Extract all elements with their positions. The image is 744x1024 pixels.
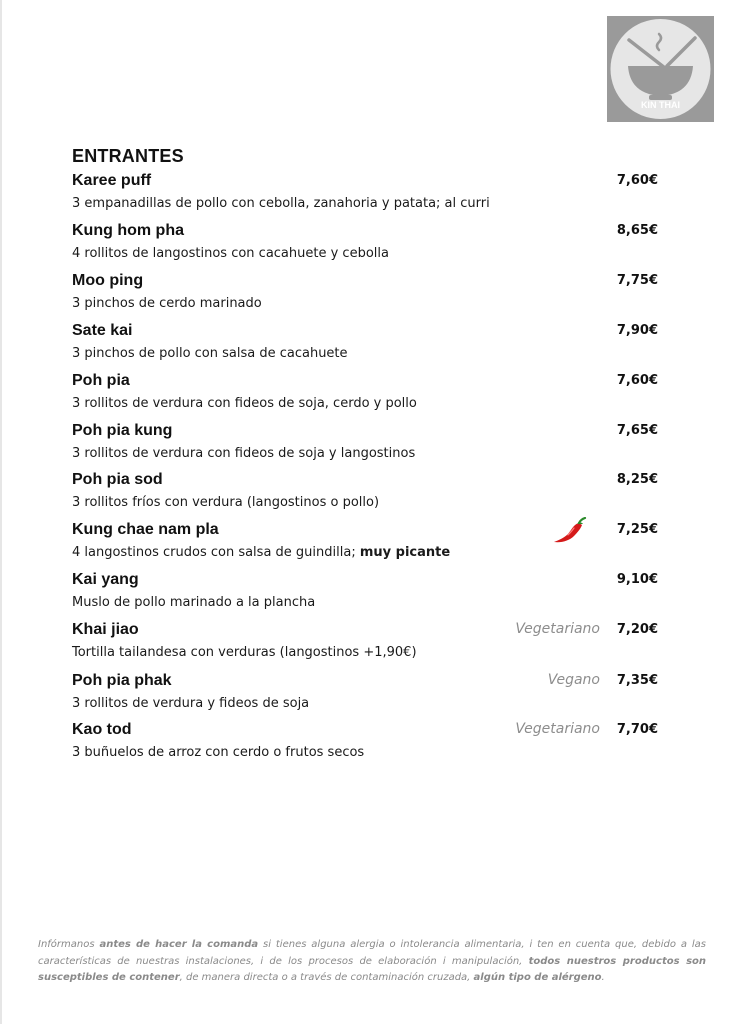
- page-edge: [0, 0, 2, 1024]
- item-price: 7,90€: [616, 323, 658, 338]
- item-price: 8,25€: [616, 472, 658, 487]
- menu-item: [72, 672, 662, 722]
- menu-item: [72, 172, 662, 222]
- item-description: 3 rollitos fríos con verdura (langostinos o pollo): [72, 495, 380, 510]
- item-price: 7,35€: [616, 673, 658, 688]
- logo-text: KIN THAI: [641, 100, 680, 110]
- item-name: Khai jiao: [72, 621, 139, 638]
- menu-item: [72, 571, 662, 621]
- item-price: 7,65€: [616, 423, 658, 438]
- item-name: Sate kai: [72, 322, 133, 339]
- item-name: Moo ping: [72, 272, 144, 289]
- spicy-note: muy picante: [359, 545, 451, 560]
- kin-thai-logo: [607, 16, 714, 122]
- menu-item: [72, 222, 662, 272]
- item-price: 7,60€: [616, 173, 658, 188]
- item-name: Karee puff: [72, 172, 152, 189]
- item-price: 9,10€: [616, 572, 658, 587]
- menu-item: [72, 372, 662, 422]
- diet-tag: Vegetariano: [515, 721, 600, 737]
- section-title: ENTRANTES: [72, 146, 184, 166]
- item-name: Kung chae nam pla: [72, 521, 219, 538]
- menu-item: [72, 471, 662, 521]
- menu-item: [72, 322, 662, 372]
- item-name: Poh pia: [72, 372, 130, 389]
- menu-item: [72, 621, 662, 671]
- item-price: 8,65€: [616, 223, 658, 238]
- item-description: Muslo de pollo marinado a la plancha: [72, 595, 316, 610]
- diet-tag: Vegetariano: [515, 621, 600, 637]
- item-name: Kao tod: [72, 721, 132, 738]
- item-name: Poh pia phak: [72, 672, 172, 689]
- menu-item: [72, 422, 662, 472]
- allergen-notice: Infórmanos antes de hacer la comanda si tienes alguna alergia o intolerancia alimentaria, i ten en cuenta que, debido a las características de nuestras instalaciones, i de los procesos de elaboración i manipulación, todos nuestros productos son susceptibles de contener, de manera directa o a través de contaminación cruzada, algún tipo de alérgeno.: [38, 939, 707, 983]
- item-description: 3 buñuelos de arroz con cerdo o frutos secos: [72, 745, 365, 760]
- item-price: 7,25€: [616, 522, 658, 537]
- item-description: 3 rollitos de verdura con fideos de soja, cerdo y pollo: [72, 396, 417, 411]
- item-price: 7,70€: [616, 722, 658, 737]
- item-price: 7,60€: [616, 373, 658, 388]
- menu-item: [72, 521, 662, 571]
- item-name: Poh pia sod: [72, 471, 163, 488]
- menu-item: [72, 272, 662, 322]
- item-description: 3 rollitos de verdura y fideos de soja: [72, 696, 310, 711]
- item-description: Tortilla tailandesa con verduras (langostinos +1,90€): [72, 645, 417, 660]
- item-name: Kai yang: [72, 571, 139, 588]
- item-description: 4 rollitos de langostinos con cacahuete y cebolla: [72, 246, 389, 261]
- item-name: Poh pia kung: [72, 422, 173, 439]
- item-description: 4 langostinos crudos con salsa de guindilla; muy picante: [72, 545, 451, 560]
- item-price: 7,20€: [616, 622, 658, 637]
- item-price: 7,75€: [616, 273, 658, 288]
- chili-pepper-icon: [552, 517, 588, 545]
- item-description: 3 pinchos de pollo con salsa de cacahuete: [72, 346, 348, 361]
- item-description: 3 empanadillas de pollo con cebolla, zanahoria y patata; al curri: [72, 196, 490, 211]
- menu-item: [72, 721, 662, 771]
- diet-tag: Vegano: [547, 672, 600, 688]
- item-description: 3 pinchos de cerdo marinado: [72, 296, 262, 311]
- item-name: Kung hom pha: [72, 222, 184, 239]
- item-description: 3 rollitos de verdura con fideos de soja y langostinos: [72, 446, 416, 461]
